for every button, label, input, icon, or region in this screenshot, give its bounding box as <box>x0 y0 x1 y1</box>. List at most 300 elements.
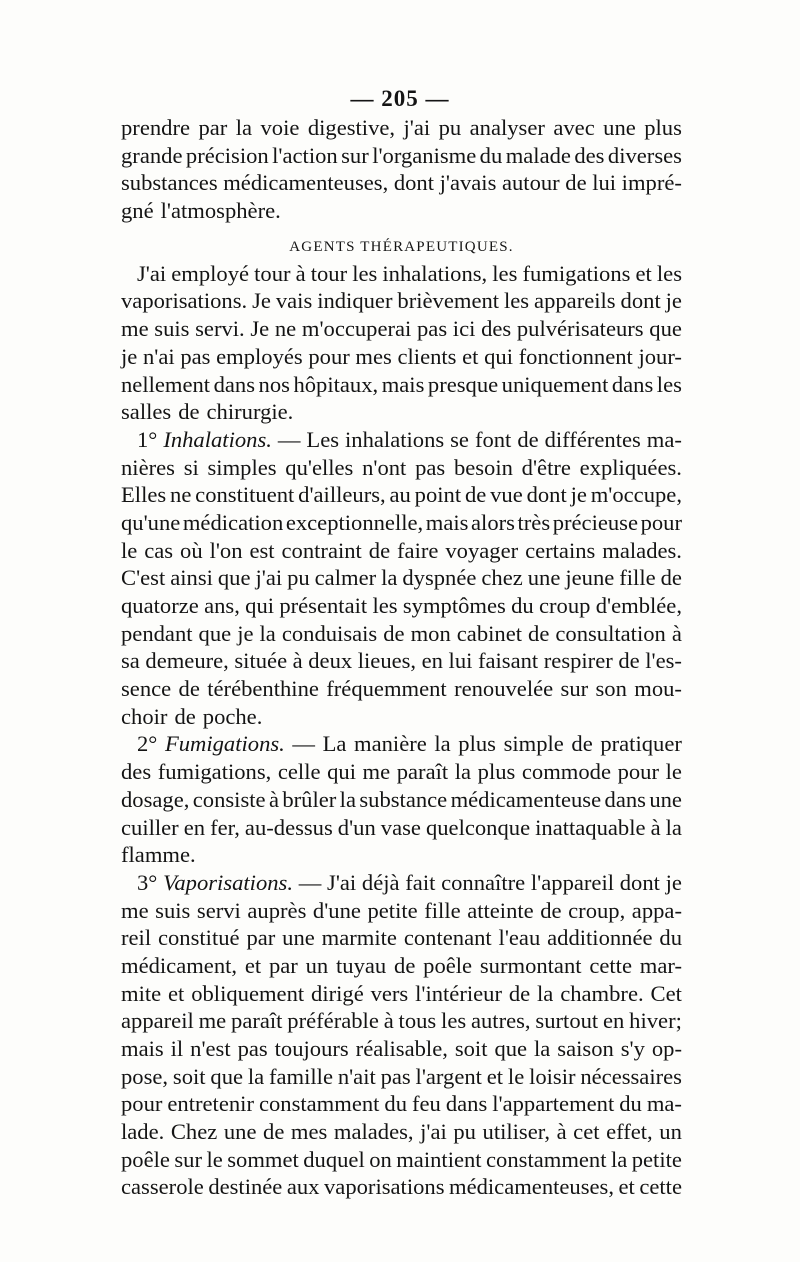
word: malade <box>505 142 571 168</box>
word: la <box>339 786 356 812</box>
word: Je <box>252 288 271 314</box>
word: la <box>235 115 253 140</box>
word: malades. <box>602 537 682 563</box>
word: ne <box>274 316 297 342</box>
word: conduisais <box>281 620 378 646</box>
word: une <box>223 1119 257 1145</box>
word: inhalations, <box>382 260 488 286</box>
word: son <box>595 676 627 702</box>
text-line <box>121 592 682 620</box>
text-line <box>121 1035 682 1063</box>
word: dans <box>445 1091 488 1117</box>
word: pratiquer <box>600 731 682 757</box>
word: plus <box>458 731 496 757</box>
word: — <box>292 731 315 757</box>
word: les <box>372 593 398 618</box>
word: soit <box>454 1036 488 1061</box>
word: du <box>511 593 534 618</box>
word: surtout <box>535 1008 599 1034</box>
word: fille <box>619 565 656 591</box>
word: et <box>635 260 652 286</box>
section-heading: AGENTS THÉRAPEUTIQUES. <box>289 238 514 255</box>
word: analyser <box>469 115 545 140</box>
word: se <box>450 426 469 452</box>
word: la <box>259 620 276 646</box>
word: op- <box>651 1036 682 1061</box>
word: dont <box>620 288 661 314</box>
word: d'être <box>521 454 571 480</box>
word: à <box>650 814 661 840</box>
word: médicamenteuse <box>450 786 602 812</box>
word: quatorze <box>121 593 199 618</box>
text-line <box>121 197 682 225</box>
word: et <box>168 980 185 1006</box>
word: employés <box>216 343 303 369</box>
word: dyspnée <box>402 565 477 591</box>
word: pu <box>287 565 310 591</box>
word: de <box>383 620 405 646</box>
word: du <box>479 142 503 168</box>
word: faisant <box>477 648 539 674</box>
word: par <box>246 925 276 951</box>
word: expliquées. <box>579 454 682 480</box>
word: hiver; <box>629 1008 682 1034</box>
word: les <box>656 260 682 286</box>
word: à <box>295 260 306 286</box>
text-line <box>121 343 682 371</box>
word: simple <box>503 731 564 757</box>
word: du <box>619 1091 642 1117</box>
word: connaître <box>441 869 526 895</box>
text-line <box>121 897 682 925</box>
word: lui <box>592 170 617 196</box>
word: celle <box>277 759 321 785</box>
word: chirurgie. <box>206 399 294 425</box>
word: les <box>492 260 518 286</box>
text-line <box>121 454 682 482</box>
word: pose, <box>121 1063 169 1089</box>
word: fumigations, <box>157 759 272 785</box>
word: m'occupe, <box>590 482 682 508</box>
word: inhalations <box>345 426 445 452</box>
word: de <box>178 676 200 702</box>
text-line <box>121 1118 682 1146</box>
word: atteinte <box>467 897 534 923</box>
word: n'ont <box>362 454 407 480</box>
word: mais <box>425 509 469 535</box>
word: cette <box>589 952 632 978</box>
word: la <box>247 1063 265 1089</box>
text-line <box>121 398 682 426</box>
text-line <box>121 260 682 288</box>
word: dans <box>611 371 654 397</box>
word: demeure, <box>145 648 229 674</box>
word: de <box>660 565 682 591</box>
word: la <box>537 980 554 1006</box>
word: qui <box>327 759 356 785</box>
word: nellement <box>121 371 211 397</box>
word: font <box>474 426 512 452</box>
word: pulvérisateurs <box>516 316 644 342</box>
word: feu <box>412 1091 441 1117</box>
text-line <box>121 1146 682 1174</box>
word: du <box>384 1091 408 1117</box>
word: à <box>292 648 303 674</box>
word: dans <box>213 371 256 397</box>
word: je <box>665 869 682 895</box>
word: une <box>649 786 682 812</box>
word: en <box>183 814 206 840</box>
word: soit <box>172 1063 206 1089</box>
text-line <box>121 1173 682 1201</box>
word: consultation <box>555 620 666 646</box>
word: à <box>556 1119 567 1145</box>
word: les <box>441 1008 467 1034</box>
word: cet <box>573 1119 600 1145</box>
word: constamment <box>486 1146 607 1172</box>
word: chez <box>481 565 523 591</box>
text-line <box>121 841 682 869</box>
word: n'est <box>190 1036 231 1061</box>
word: d'un <box>337 814 376 840</box>
word: petite <box>631 1146 682 1172</box>
word: ici <box>452 316 476 342</box>
word: petite <box>367 897 418 923</box>
word: Inhalations. <box>163 426 272 452</box>
word: 1° <box>137 426 158 452</box>
word: médicamenteuses, <box>223 170 389 196</box>
word: l'atmosphère. <box>160 198 281 224</box>
page-number: — 205 — <box>350 86 450 111</box>
word: obliquement <box>191 980 305 1006</box>
word: d'une <box>312 897 361 923</box>
word: il <box>170 1036 184 1061</box>
word: de <box>368 537 391 563</box>
word: de <box>178 399 200 425</box>
word: gné <box>121 198 154 224</box>
text-line <box>121 481 682 509</box>
word: je <box>665 288 682 314</box>
word: certains <box>525 537 596 563</box>
word: auprès <box>247 897 307 923</box>
word: l'argent <box>415 1063 482 1089</box>
word: lui <box>448 648 473 674</box>
word: pas <box>237 1036 268 1061</box>
word: La <box>322 731 347 757</box>
word: sur <box>174 1146 203 1172</box>
word: inattaquable <box>535 814 646 840</box>
word: lieues, <box>357 648 417 674</box>
word: l'es- <box>645 648 682 674</box>
word: d'emblée, <box>595 593 682 618</box>
text-line <box>121 1007 682 1035</box>
word: commode <box>521 759 611 785</box>
word: contraint <box>281 537 362 563</box>
body-text <box>121 114 682 1201</box>
word: en <box>421 648 443 674</box>
word: J'ai <box>137 260 167 286</box>
word: m'occuperai <box>301 316 412 342</box>
word: les <box>656 371 682 397</box>
word: et <box>462 343 479 369</box>
word: casserole <box>121 1174 204 1200</box>
word: par <box>268 952 298 978</box>
word: située <box>234 648 288 674</box>
word: C'est <box>121 565 166 591</box>
word: J'ai <box>327 869 357 895</box>
word: présentait <box>279 593 368 618</box>
word: 3° <box>137 869 158 895</box>
word: la <box>534 1036 551 1061</box>
word: térébenthine <box>207 676 319 702</box>
word: brièvement <box>397 288 500 314</box>
word: appareil <box>121 1008 194 1034</box>
word: réalisable, <box>355 1036 448 1061</box>
word: manière <box>354 731 427 757</box>
word: sence <box>121 676 172 702</box>
word: l'intérieur <box>415 980 502 1006</box>
text-line <box>121 620 682 648</box>
word: la <box>454 759 472 785</box>
word: plus <box>644 115 682 140</box>
word: vers <box>370 980 409 1006</box>
text-line <box>121 675 682 703</box>
word: pu <box>453 1119 476 1145</box>
word: servi. <box>195 316 245 342</box>
word: croup, <box>568 897 626 923</box>
word: exceptionnelle, <box>285 509 424 535</box>
word: que <box>210 1063 244 1089</box>
word: nécessaires <box>580 1063 682 1089</box>
word: jour- <box>638 343 682 369</box>
word: du <box>659 925 682 951</box>
word: aux <box>286 1174 320 1200</box>
word: de <box>618 648 640 674</box>
word: qu'elles <box>285 454 354 480</box>
text-line <box>121 814 682 842</box>
word: différentes <box>544 426 641 452</box>
word: autres, <box>470 1008 531 1034</box>
word: substance <box>359 786 448 812</box>
word: hôpitaux, <box>293 371 379 397</box>
word: pour <box>121 1091 163 1117</box>
word: faire <box>397 537 439 563</box>
word: de <box>565 170 587 196</box>
word: brûler <box>282 786 337 812</box>
text-line <box>121 114 682 142</box>
word: fonctionnent <box>518 343 633 369</box>
text-line <box>121 564 682 592</box>
text-line <box>121 371 682 399</box>
word: marmite <box>321 925 397 951</box>
word: d'ailleurs, <box>298 482 386 508</box>
word: une <box>282 925 315 951</box>
text-line <box>121 287 682 315</box>
word: dont <box>393 170 434 196</box>
word: l'appartement <box>492 1091 615 1117</box>
word: les <box>352 260 378 286</box>
word: paraît <box>231 1008 283 1034</box>
word: et <box>486 1063 504 1089</box>
word: de <box>394 952 416 978</box>
word: sur <box>560 676 589 702</box>
text-line <box>121 730 682 758</box>
word: — <box>277 426 301 452</box>
word: consiste <box>192 786 266 812</box>
word: fait <box>405 869 436 895</box>
word: impré- <box>621 170 682 196</box>
word: plus <box>477 759 516 785</box>
word: salles <box>121 399 172 425</box>
word: j'ai <box>255 565 283 591</box>
word: une <box>527 565 561 591</box>
word: de <box>571 731 593 757</box>
word: je <box>237 620 254 646</box>
word: besoin <box>453 454 513 480</box>
word: la <box>434 731 451 757</box>
text-line <box>121 758 682 786</box>
word: où <box>180 537 203 563</box>
word: Je <box>250 316 270 342</box>
word: servi <box>196 897 241 923</box>
word: employé <box>171 260 250 286</box>
word: nos <box>258 371 290 397</box>
word: et <box>618 1174 635 1200</box>
word: mes <box>355 343 392 369</box>
word: saison <box>557 1036 614 1061</box>
word: pas <box>417 316 448 342</box>
word: pu <box>438 115 462 140</box>
word: lade. <box>121 1119 165 1145</box>
word: un <box>305 952 329 978</box>
word: uniquement <box>501 371 609 397</box>
word: que <box>494 1036 528 1061</box>
word: vue <box>490 482 523 508</box>
word: tour <box>310 260 348 286</box>
word: cette <box>639 1174 682 1200</box>
word: poche. <box>202 703 263 729</box>
text-line <box>121 952 682 980</box>
text-line <box>121 315 682 343</box>
word: destinée <box>208 1174 283 1200</box>
text-line <box>121 647 682 675</box>
word: précision <box>185 142 269 168</box>
word: quelconque <box>425 814 531 840</box>
word: à <box>671 620 682 646</box>
word: autour <box>501 170 560 196</box>
word: ma- <box>646 1091 682 1117</box>
word: à <box>383 1008 394 1034</box>
word: je <box>121 343 138 369</box>
word: voyager <box>445 537 519 563</box>
text-line <box>121 786 682 814</box>
word: chambre. <box>560 980 644 1006</box>
word: dont <box>526 482 567 508</box>
word: de <box>508 980 531 1006</box>
word: appareils <box>534 288 616 314</box>
word: respirer <box>543 648 613 674</box>
word: Cet <box>650 980 682 1006</box>
text-line <box>121 169 682 197</box>
word: qui <box>245 593 275 618</box>
word: médication <box>182 509 284 535</box>
word: le <box>507 1063 525 1089</box>
word: Fumigations. <box>164 731 285 757</box>
word: famille <box>268 1063 333 1089</box>
word: le <box>206 1146 223 1172</box>
word: Elles <box>121 482 167 508</box>
word: point <box>414 482 462 508</box>
word: qu'une <box>121 509 181 535</box>
word: pendant <box>121 620 193 646</box>
word: fumigations <box>522 260 631 286</box>
word: n'ai <box>142 343 175 369</box>
word: mar- <box>639 952 682 978</box>
word: l'organisme <box>372 142 477 168</box>
word: toujours <box>274 1036 349 1061</box>
word: mou- <box>634 676 682 702</box>
word: la <box>381 565 398 591</box>
word: mais <box>121 1036 164 1061</box>
text-line <box>121 1063 682 1091</box>
word: Les <box>306 426 340 452</box>
word: effet, <box>606 1119 653 1145</box>
word: maintient <box>396 1146 482 1172</box>
word: ne <box>170 482 192 508</box>
word: suis <box>155 897 191 923</box>
word: pas <box>380 1063 411 1089</box>
word: une <box>603 115 636 140</box>
word: des <box>574 142 605 168</box>
word: préférable <box>287 1008 379 1034</box>
word: je <box>570 482 587 508</box>
word: de <box>517 426 539 452</box>
word: suis <box>154 316 190 342</box>
word: très <box>517 509 551 535</box>
word: tour <box>254 260 291 286</box>
text-line <box>121 142 682 170</box>
word: calmer <box>314 565 377 591</box>
word: reil <box>121 925 152 951</box>
word: on <box>369 1146 392 1172</box>
word: j'ai <box>420 1119 447 1145</box>
word: les <box>504 288 530 314</box>
word: j'avais <box>439 170 497 196</box>
word: vaporisations <box>324 1174 445 1200</box>
word: qui <box>484 343 513 369</box>
word: grande <box>121 142 183 168</box>
word: malades, <box>333 1119 414 1145</box>
word: des <box>481 316 512 342</box>
word: utiliser, <box>482 1119 551 1145</box>
word: fer, <box>210 814 240 840</box>
word: pas <box>415 454 446 480</box>
word: Chez <box>170 1119 218 1145</box>
word: l'action <box>272 142 338 168</box>
word: la <box>665 814 682 840</box>
word: par <box>198 115 228 140</box>
word: vaporisations. <box>121 288 248 314</box>
word: constamment <box>258 1091 380 1117</box>
word: — <box>298 869 322 895</box>
word: flamme. <box>121 842 196 868</box>
word: un <box>659 1119 682 1145</box>
word: le <box>121 537 138 563</box>
word: mais <box>381 371 425 397</box>
word: de <box>174 703 196 729</box>
word: Vaporisations. <box>163 869 293 895</box>
word: ma- <box>646 426 682 452</box>
